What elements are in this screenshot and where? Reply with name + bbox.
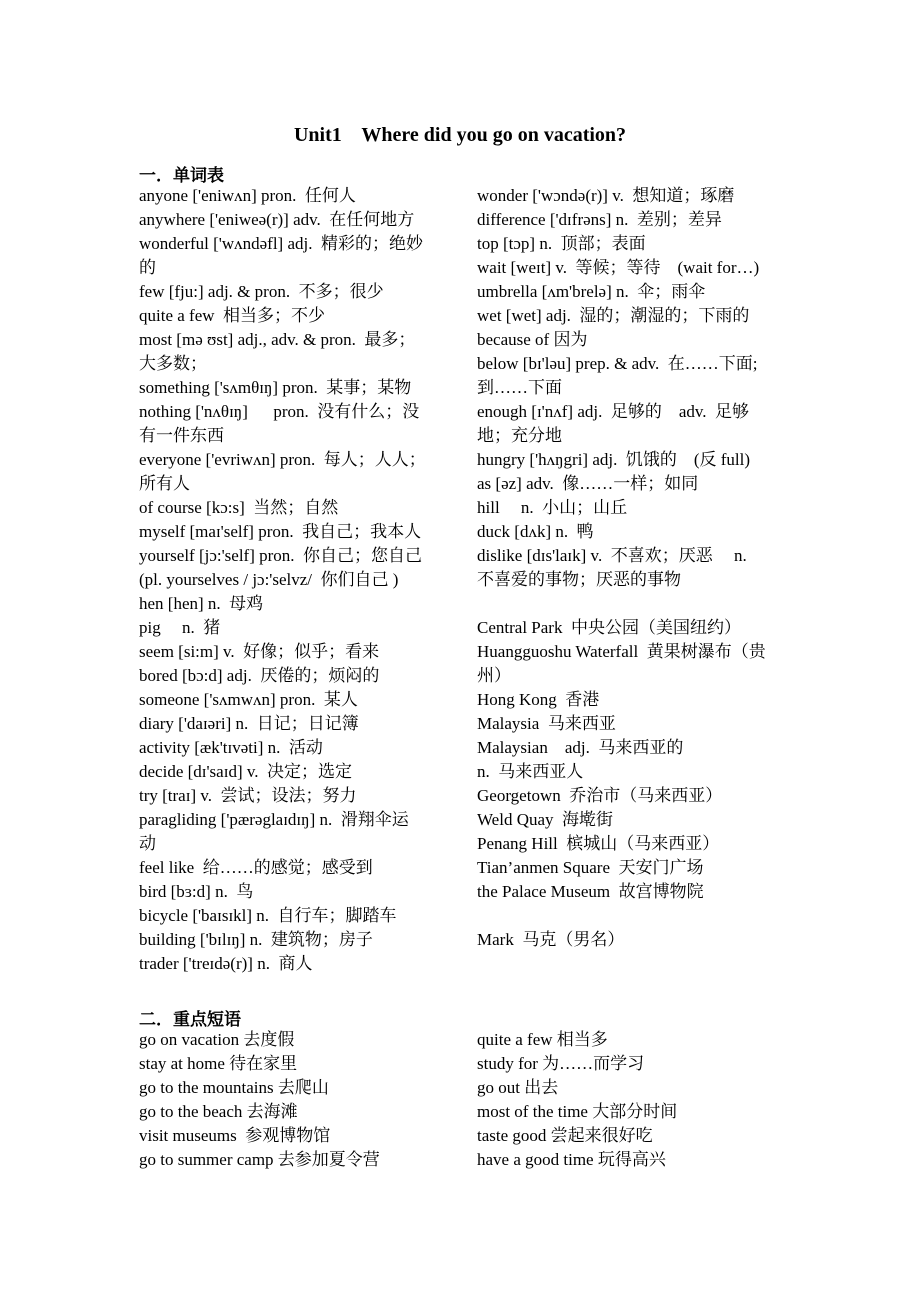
vocab-line: quite a few 相当多；不少 xyxy=(139,306,326,325)
vocab-line: 州） xyxy=(477,666,511,685)
vocab-line: because of 因为 xyxy=(477,330,588,349)
section-heading-phrases: 二．重点短语 xyxy=(139,1010,241,1029)
vocab-line: 不喜爱的事物；厌恶的事物 xyxy=(477,570,681,589)
vocab-line: nothing ['nʌθɪŋ] pron. 没有什么；没 xyxy=(139,402,420,421)
vocab-line: duck [dʌk] n. 鸭 xyxy=(477,522,594,541)
vocab-line: dislike [dɪs'laɪk] v. 不喜欢；厌恶 n. xyxy=(477,546,747,565)
section-heading-vocabulary: 一．单词表 xyxy=(139,166,224,185)
phrases-right-column xyxy=(477,1028,677,1172)
phrases-left-column xyxy=(139,1028,380,1172)
vocab-line xyxy=(477,592,766,616)
vocab-line xyxy=(477,904,766,928)
vocab-line: try [traɪ] v. 尝试；设法；努力 xyxy=(139,786,357,805)
vocab-line: Huangguoshu Waterfall 黄果树瀑布（贵 xyxy=(477,642,766,661)
phrase-line: stay at home 待在家里 xyxy=(139,1054,298,1073)
vocab-line: Tian’anmen Square 天安门广场 xyxy=(477,858,704,877)
vocab-line: Malaysian adj. 马来西亚的 xyxy=(477,738,684,757)
vocab-line: enough [ɪ'nʌf] adj. 足够的 adv. 足够 xyxy=(477,402,750,421)
vocabulary-right-column xyxy=(477,184,766,952)
vocab-line: building ['bɪlɪŋ] n. 建筑物；房子 xyxy=(139,930,373,949)
phrase-line: go out 出去 xyxy=(477,1078,559,1097)
vocab-line: of course [kɔ:s] 当然；自然 xyxy=(139,498,339,517)
vocab-line: someone ['sʌmwʌn] pron. 某人 xyxy=(139,690,358,709)
vocab-line: (pl. yourselves / jɔ:'selvz/ 你们自己 ) xyxy=(139,570,399,589)
vocabulary-left-column xyxy=(139,184,426,976)
vocab-line: 大多数； xyxy=(139,354,207,373)
vocab-line: feel like 给……的感觉；感受到 xyxy=(139,858,373,877)
vocab-line: n. 马来西亚人 xyxy=(477,762,584,781)
vocab-line: 动 xyxy=(139,834,156,853)
vocab-line: top [tɔp] n. 顶部；表面 xyxy=(477,234,646,253)
vocab-line: trader ['treɪdə(r)] n. 商人 xyxy=(139,954,313,973)
vocab-line: pig n. 猪 xyxy=(139,618,221,637)
phrase-line: go to summer camp 去参加夏令营 xyxy=(139,1150,380,1169)
vocab-line: as [əz] adv. 像……一样；如同 xyxy=(477,474,699,493)
vocab-line: wonderful ['wʌndəfl] adj. 精彩的；绝妙 xyxy=(139,234,423,253)
vocab-line: umbrella [ʌm'brelə] n. 伞；雨伞 xyxy=(477,282,706,301)
vocab-line: 到……下面 xyxy=(477,378,562,397)
vocab-line: diary ['daɪəri] n. 日记；日记簿 xyxy=(139,714,359,733)
vocab-line: Malaysia 马来西亚 xyxy=(477,714,616,733)
vocab-line: yourself [jɔ:'self] pron. 你自己；您自己 xyxy=(139,546,423,565)
phrase-line: taste good 尝起来很好吃 xyxy=(477,1126,653,1145)
vocab-line: the Palace Museum 故宫博物院 xyxy=(477,882,704,901)
vocab-line: everyone ['evriwʌn] pron. 每人；人人； xyxy=(139,450,426,469)
vocab-line: bicycle ['baɪsɪkl] n. 自行车；脚踏车 xyxy=(139,906,397,925)
vocab-line: below [bɪ'ləu] prep. & adv. 在……下面; xyxy=(477,354,758,373)
vocab-line: hill n. 小山；山丘 xyxy=(477,498,628,517)
vocab-line: myself [maɪ'self] pron. 我自己；我本人 xyxy=(139,522,422,541)
vocab-line: 的 xyxy=(139,258,156,277)
vocab-line: 所有人 xyxy=(139,474,190,493)
phrase-line: most of the time 大部分时间 xyxy=(477,1102,678,1121)
vocab-line: activity [æk'tɪvəti] n. 活动 xyxy=(139,738,323,757)
vocab-line: Penang Hill 槟城山（马来西亚） xyxy=(477,834,720,853)
vocab-line: Central Park 中央公园（美国纽约） xyxy=(477,618,741,637)
vocab-line: bored [bɔ:d] adj. 厌倦的；烦闷的 xyxy=(139,666,380,685)
vocab-line: hungry ['hʌŋgri] adj. 饥饿的 (反 full) xyxy=(477,450,751,469)
vocab-line: few [fju:] adj. & pron. 不多；很少 xyxy=(139,282,384,301)
vocab-line: paragliding ['pærəglaɪdɪŋ] n. 滑翔伞运 xyxy=(139,810,409,829)
vocab-line: hen [hen] n. 母鸡 xyxy=(139,594,264,613)
vocab-line: wonder ['wɔndə(r)] v. 想知道；琢磨 xyxy=(477,186,735,205)
vocab-line: Georgetown 乔治市（马来西亚） xyxy=(477,786,723,805)
phrase-line: visit museums 参观博物馆 xyxy=(139,1126,331,1145)
vocab-line: Hong Kong 香港 xyxy=(477,690,600,709)
phrase-line: go to the beach 去海滩 xyxy=(139,1102,298,1121)
vocab-line: decide [dɪ'saɪd] v. 决定；选定 xyxy=(139,762,352,781)
vocab-line: 地；充分地 xyxy=(477,426,562,445)
vocab-line: seem [si:m] v. 好像；似乎；看来 xyxy=(139,642,380,661)
vocab-line: anywhere ['eniweə(r)] adv. 在任何地方 xyxy=(139,210,415,229)
vocab-line: Weld Quay 海墘街 xyxy=(477,810,614,829)
phrase-line: study for 为……而学习 xyxy=(477,1054,645,1073)
phrase-line: go to the mountains 去爬山 xyxy=(139,1078,329,1097)
vocab-line: wait [weɪt] v. 等候；等待 (wait for…) xyxy=(477,258,760,277)
phrase-line: go on vacation 去度假 xyxy=(139,1030,295,1049)
vocab-line: wet [wet] adj. 湿的；潮湿的；下雨的 xyxy=(477,306,750,325)
document-title: Unit1 Where did you go on vacation? xyxy=(293,124,627,146)
vocab-line: most [mə ʊst] adj., adv. & pron. 最多； xyxy=(139,330,416,349)
vocab-line: bird [bɜ:d] n. 鸟 xyxy=(139,882,254,901)
phrase-line: quite a few 相当多 xyxy=(477,1030,608,1049)
vocab-line: Mark 马克（男名） xyxy=(477,930,625,949)
vocab-line: something ['sʌmθɪŋ] pron. 某事；某物 xyxy=(139,378,412,397)
vocab-line: 有一件东西 xyxy=(139,426,224,445)
vocab-line: anyone ['eniwʌn] pron. 任何人 xyxy=(139,186,356,205)
phrase-line: have a good time 玩得高兴 xyxy=(477,1150,666,1169)
vocab-line: difference ['dɪfrəns] n. 差别；差异 xyxy=(477,210,722,229)
